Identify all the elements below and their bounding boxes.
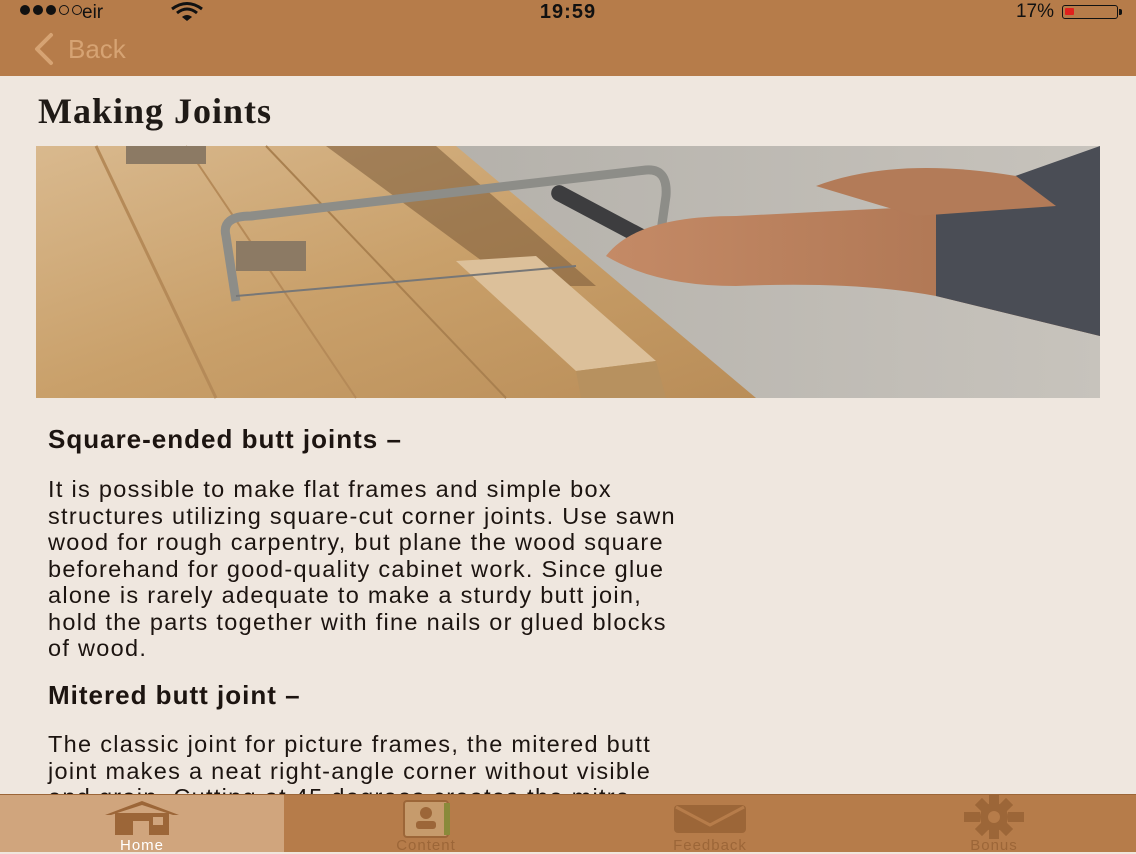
tab-home[interactable] [0, 795, 284, 852]
chevron-left-icon [34, 33, 54, 65]
body-line: The classic joint for picture frames, the mitered butt [48, 731, 652, 757]
body-line: of wood. [48, 635, 148, 661]
page-title: Making Joints [38, 91, 273, 131]
back-label: Back [68, 33, 126, 64]
body-line: It is possible to make flat frames and simple box [48, 476, 612, 502]
envelope-icon [670, 799, 750, 840]
tab-content[interactable] [284, 795, 568, 852]
battery-percent: 17% [1015, 1, 1054, 22]
battery-level-fill [1065, 8, 1074, 15]
carrier-name: eir [82, 2, 104, 23]
body-line: alone is rarely adequate to make a sturdy butt join, [48, 582, 643, 608]
article-photo [36, 146, 1100, 398]
section-heading-square-butt: Square-ended butt joints – [48, 424, 402, 454]
tab-label: Home [119, 837, 164, 854]
tab-bonus[interactable] [852, 795, 1136, 852]
body-line: joint makes a neat right-angle corner without visible [48, 757, 652, 784]
body-line: wood for rough carpentry, but plane the wood square [48, 529, 664, 555]
tab-label: Feedback [673, 837, 747, 854]
battery-icon [1062, 5, 1118, 19]
navigation-header [0, 0, 1136, 76]
tab-feedback[interactable] [568, 795, 852, 852]
tab-label: Content [396, 837, 456, 854]
clock-time: 19:59 [539, 1, 597, 23]
home-icon [99, 799, 185, 842]
tab-label: Bonus [970, 837, 1018, 854]
back-button[interactable] [34, 33, 126, 65]
section-body-square-butt [48, 476, 1108, 662]
article-content[interactable] [0, 76, 1136, 794]
status-bar [0, 0, 1136, 24]
tab-bar [0, 794, 1136, 852]
body-line: beforehand for good-quality cabinet work. Since glue [48, 555, 665, 582]
body-line: hold the parts together with fine nails or glued blocks [48, 608, 667, 635]
body-line: structures utilizing square-cut corner joints. Use sawn [48, 502, 676, 529]
section-heading-mitered-butt: Mitered butt joint – [48, 680, 301, 710]
